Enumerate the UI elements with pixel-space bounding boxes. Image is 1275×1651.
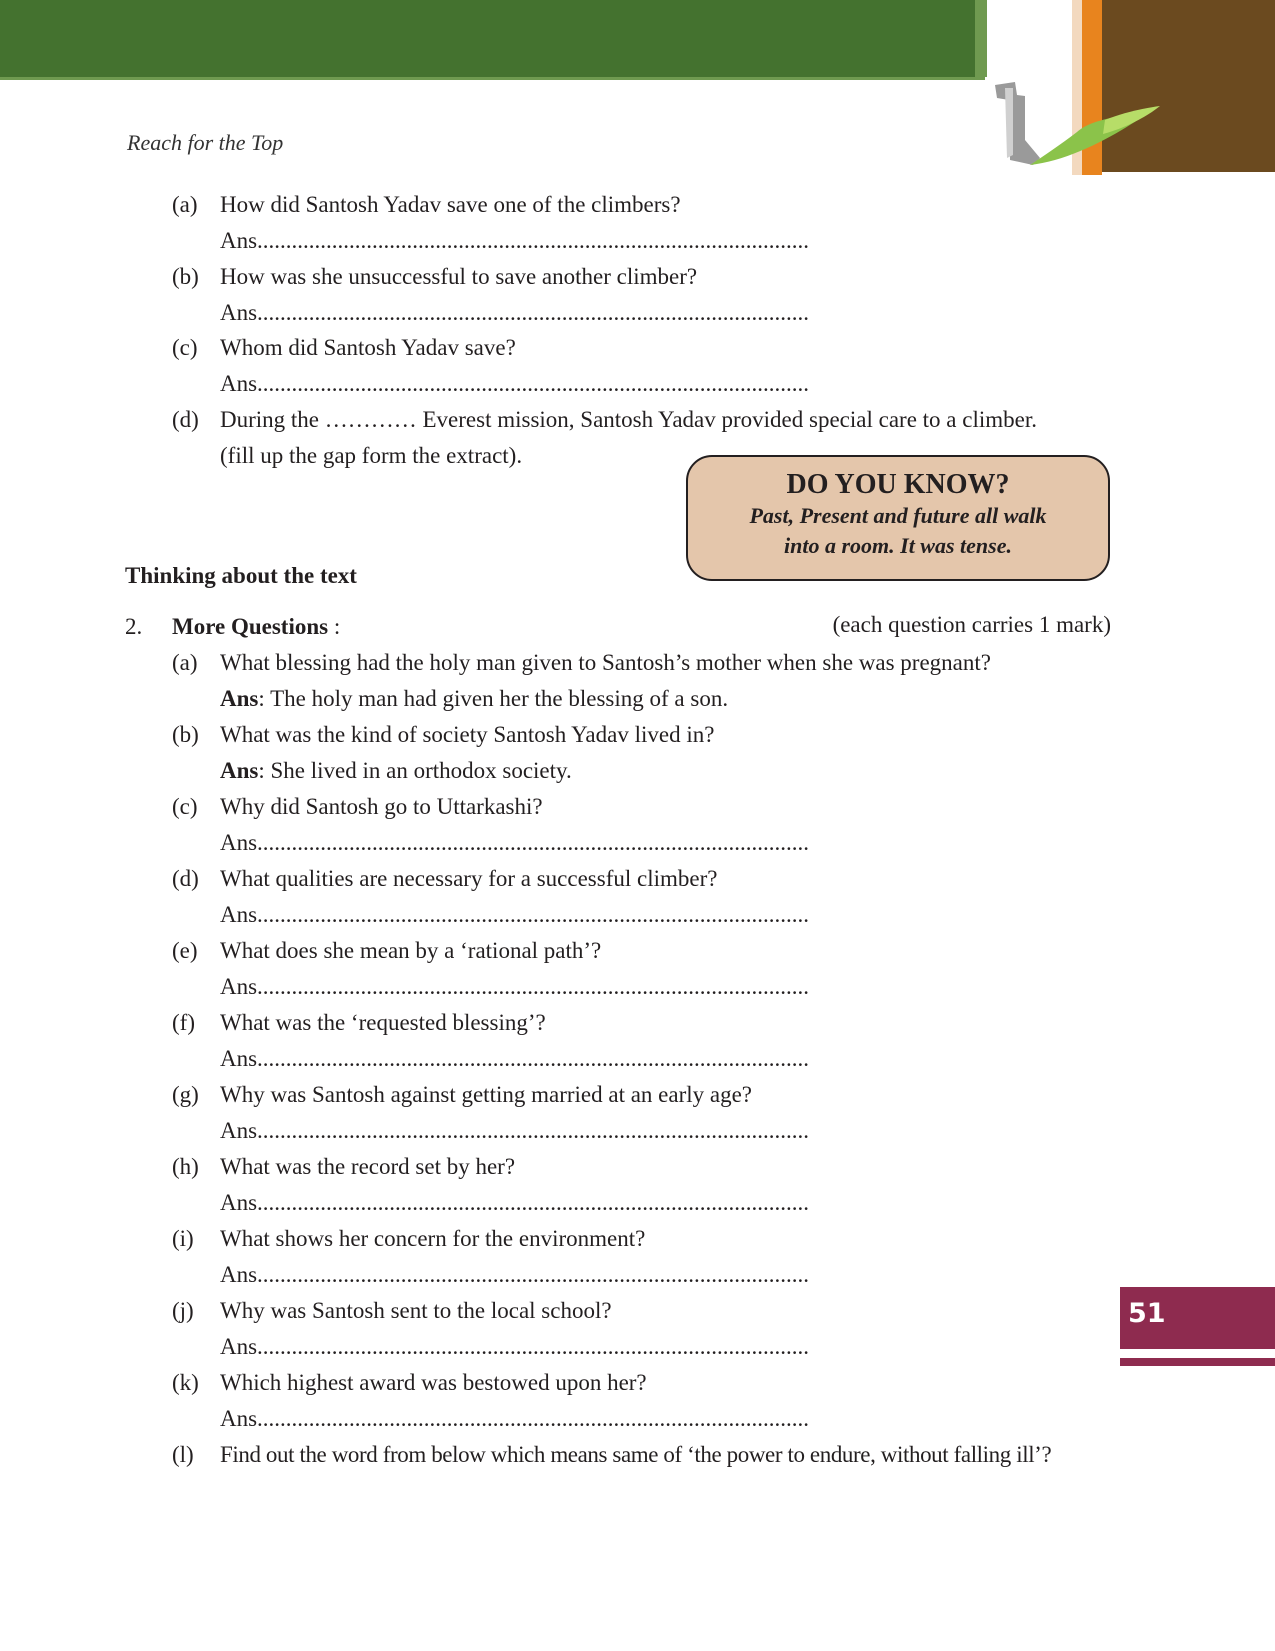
question-text: During the ………… Everest mission, Santosh Yadav provided special care to a climber. [220,407,1037,432]
do-you-know-title: DO YOU KNOW? [786,469,1010,500]
answer-blank: Ans................................................................................................ [220,1406,810,1431]
answer-text [220,684,728,714]
question-text: What blessing had the holy man given to Santosh’s mother when she was pregnant? [220,650,991,675]
answer-prefix: Ans [220,686,259,711]
question-text: What was the ‘requested blessing’? [220,1010,546,1035]
do-you-know-box [686,455,1110,581]
page-number-rule [1120,1358,1275,1366]
question-label: (c) [172,335,198,360]
running-title: Reach for the Top [127,130,284,155]
answer-blank: Ans................................................................................................ [220,1046,810,1071]
question-text: Why did Santosh go to Uttarkashi? [220,794,543,819]
question-text: Why was Santosh sent to the local school? [220,1298,612,1323]
question-text: Why was Santosh against getting married at an early age? [220,1082,753,1107]
corner-plant-graphic [985,0,1275,175]
question-text: What was the record set by her? [220,1154,516,1179]
question-text: What was the kind of society Santosh Yadav lived in? [220,722,715,747]
question-label: (l) [172,1442,194,1467]
question-label: (a) [172,192,198,217]
section-title [172,612,340,642]
question-text: Find out the word from below which means same of ‘the power to endure, without falling ill’? [220,1442,1052,1467]
section-title-text: More Questions [172,614,329,639]
answer-blank: Ans................................................................................................ [220,974,810,999]
answer-blank: Ans................................................................................................ [220,1118,810,1143]
question-text: How did Santosh Yadav save one of the climbers? [220,192,681,217]
section-number: 2. [125,614,143,639]
question-label: (i) [172,1226,194,1251]
question-label: (g) [172,1082,199,1107]
do-you-know-line-1: Past, Present and future all walk [749,503,1047,528]
question-label: (j) [172,1298,194,1323]
answer-blank: Ans................................................................................................ [220,1190,810,1215]
section-title-colon: : [328,614,341,639]
question-label: (e) [172,938,198,963]
header-band [0,0,985,77]
answer-text [220,756,572,786]
question-label: (d) [172,866,199,891]
answer-blank: Ans................................................................................................ [220,830,810,855]
question-label: (f) [172,1010,195,1035]
question-label: (k) [172,1370,199,1395]
question-text: Whom did Santosh Yadav save? [220,335,516,360]
answer-blank: Ans................................................................................................ [220,1334,810,1359]
question-text: What shows her concern for the environment? [220,1226,646,1251]
page-number: 51 [1128,1298,1166,1329]
question-text: Which highest award was bestowed upon her? [220,1370,647,1395]
answer-blank: Ans................................................................................................ [220,1262,810,1287]
answer-body: : She lived in an orthodox society. [258,758,572,783]
answer-blank: Ans................................................................................................ [220,228,810,253]
question-label: (d) [172,407,199,432]
question-label: (c) [172,794,198,819]
question-text: How was she unsuccessful to save another climber? [220,264,698,289]
question-text: What does she mean by a ‘rational path’? [220,938,602,963]
answer-blank: Ans................................................................................................ [220,300,810,325]
question-text: What qualities are necessary for a successful climber? [220,866,718,891]
answer-blank: Ans................................................................................................ [220,371,810,396]
question-label: (a) [172,650,198,675]
header-band-edge [0,77,985,80]
answer-blank: Ans................................................................................................ [220,902,810,927]
fill-gap-note: (fill up the gap form the extract). [220,443,523,468]
question-label: (b) [172,264,199,289]
answer-body: : The holy man had given her the blessing of a son. [258,686,729,711]
question-label: (h) [172,1154,199,1179]
section-heading: Thinking about the text [125,563,357,588]
marks-note: (each question carries 1 mark) [832,612,1111,637]
do-you-know-line-2: into a room. It was tense. [784,533,1012,558]
answer-prefix: Ans [220,758,259,783]
question-label: (b) [172,722,199,747]
